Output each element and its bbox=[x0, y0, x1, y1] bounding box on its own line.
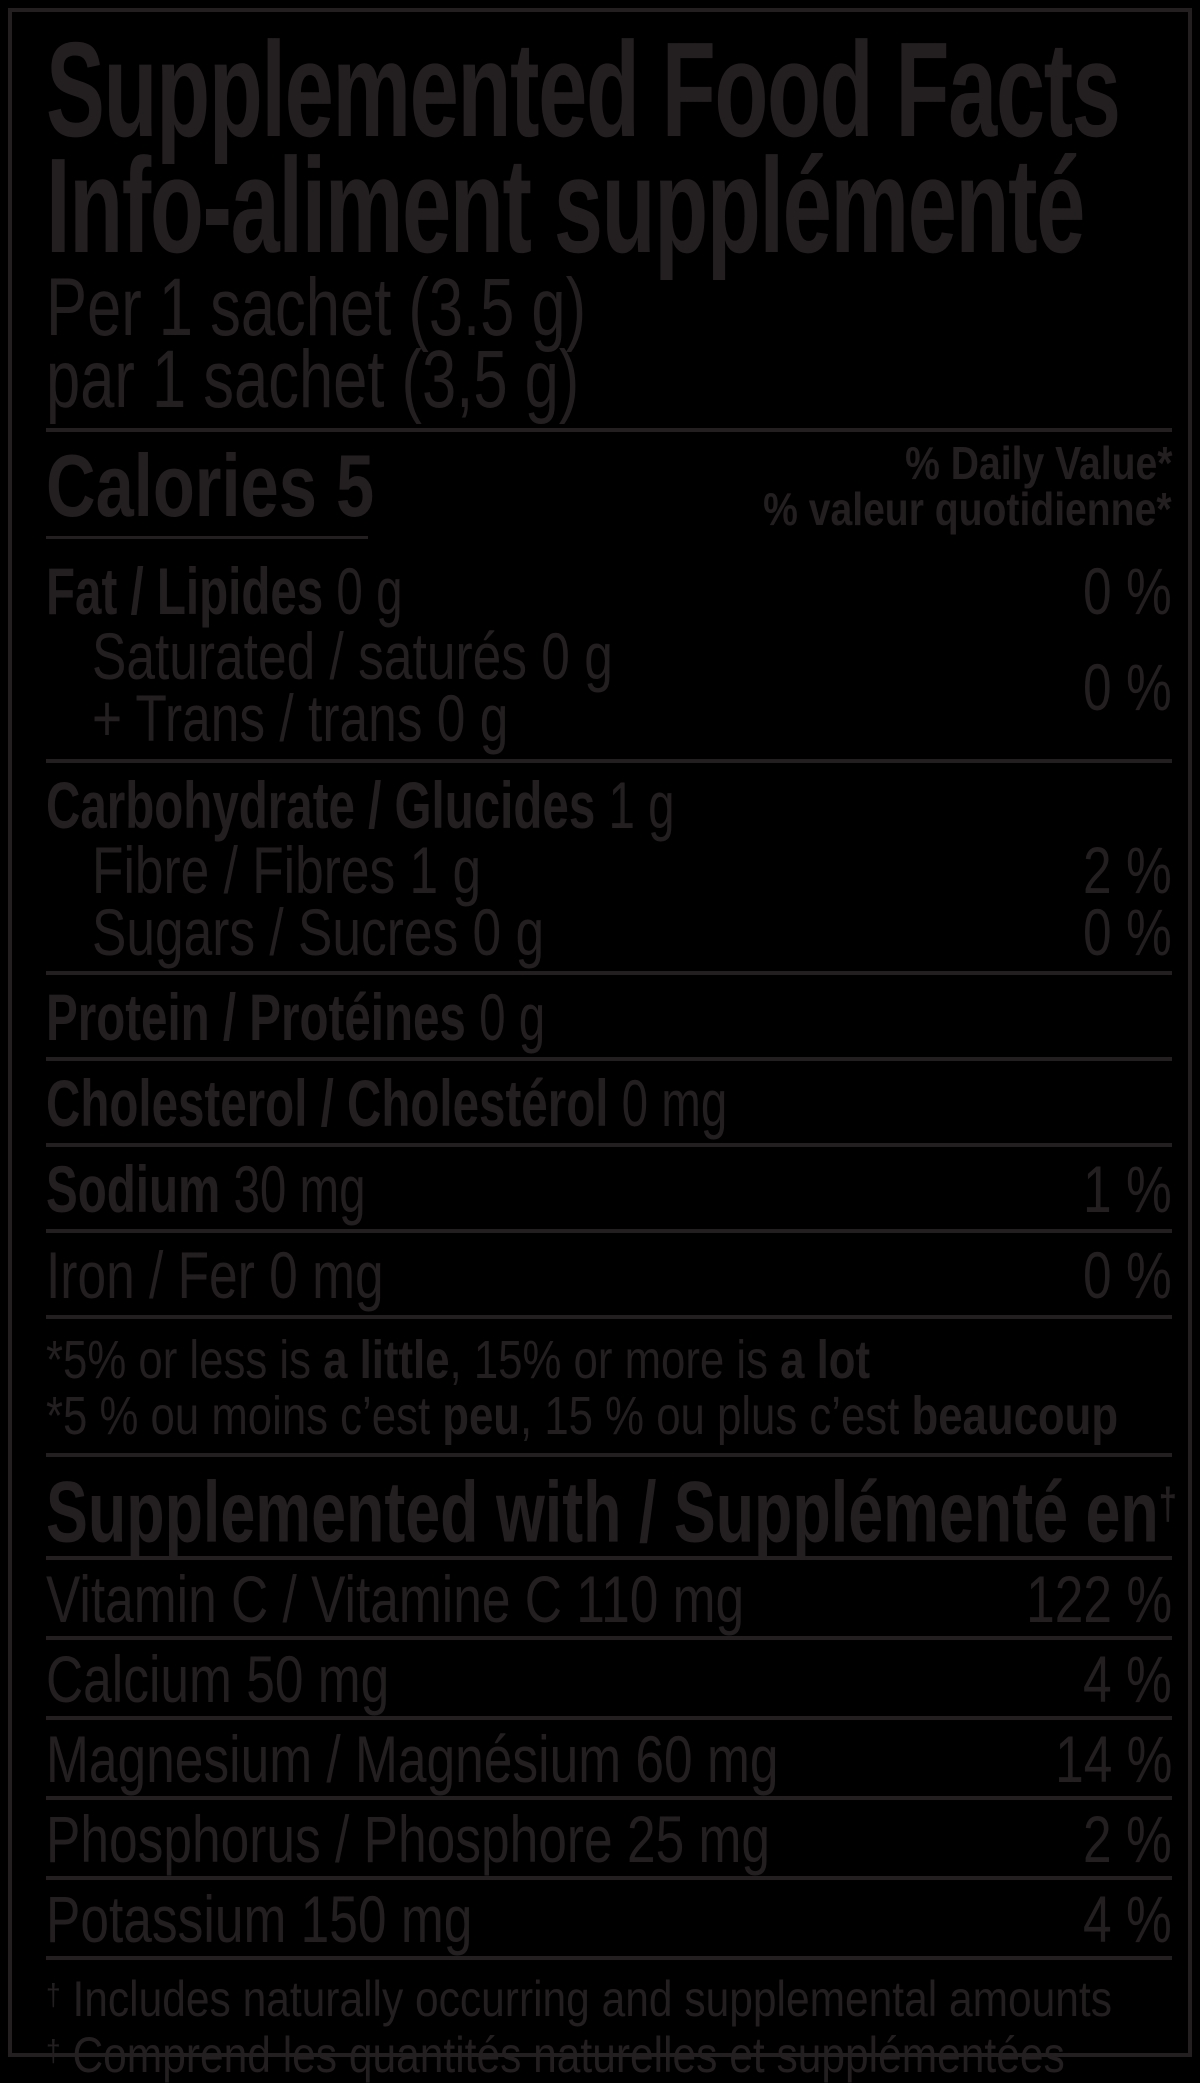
protein-label bbox=[46, 980, 546, 1054]
footnote-en-mid: , 15% or more is bbox=[449, 1330, 781, 1390]
calories-underline bbox=[46, 536, 368, 539]
dagger-note-english-text bbox=[46, 1970, 1112, 2028]
divider-rule bbox=[46, 1315, 1172, 1319]
magnesium-label: Magnesium / Magnésium 60 mg bbox=[46, 1722, 779, 1797]
footnote-french bbox=[46, 1386, 1172, 1446]
potassium-daily-value: 4 % bbox=[1083, 1882, 1172, 1957]
fat-amount: 0 g bbox=[323, 554, 403, 628]
footnote-en-a-little: a little bbox=[323, 1330, 450, 1390]
cholesterol-amount: 0 mg bbox=[608, 1066, 728, 1140]
dagger-symbol: † bbox=[46, 1977, 61, 2013]
nutrient-row-protein bbox=[46, 980, 1172, 1054]
serving-size-english-text: Per 1 sachet (3.5 g) bbox=[46, 262, 587, 353]
saturated-text: Saturated / saturés 0 g bbox=[92, 619, 613, 693]
calcium-label: Calcium 50 mg bbox=[46, 1642, 390, 1717]
supplement-row-vitamin-c bbox=[46, 1562, 1172, 1637]
carbohydrate-label bbox=[46, 768, 675, 842]
supplement-row-potassium bbox=[46, 1882, 1172, 1957]
nutrient-row-carbohydrate bbox=[46, 768, 1172, 842]
sugars-label: Sugars / Sucres 0 g bbox=[92, 895, 545, 969]
supplemented-food-facts-label bbox=[8, 8, 1192, 2083]
dagger-symbol: † bbox=[1158, 1480, 1177, 1529]
nutrient-row-fibre bbox=[46, 833, 1172, 907]
iron-label: Iron / Fer 0 mg bbox=[46, 1238, 384, 1312]
nutrient-row-sodium bbox=[46, 1152, 1172, 1226]
trans-text: + Trans / trans 0 g bbox=[92, 681, 509, 755]
divider-rule bbox=[46, 1636, 1172, 1640]
saturated-trans-daily-value: 0 % bbox=[1083, 650, 1172, 724]
daily-value-header-english-text: % Daily Value* bbox=[904, 437, 1172, 489]
sodium-amount: 30 mg bbox=[220, 1152, 366, 1226]
supplemented-with-title: Supplemented with / Supplémenté en bbox=[46, 1464, 1159, 1561]
dagger-note-french-text bbox=[46, 2026, 1065, 2083]
divider-rule bbox=[46, 1057, 1172, 1061]
daily-value-header-english bbox=[691, 437, 1172, 489]
dagger-note-french bbox=[46, 2026, 1172, 2083]
supplemented-with-header bbox=[46, 1464, 1177, 1561]
divider-rule bbox=[46, 1956, 1172, 1960]
footnote-french-text bbox=[46, 1386, 1119, 1446]
divider-rule bbox=[46, 1876, 1172, 1880]
footnote-fr-beaucoup: beaucoup bbox=[911, 1386, 1119, 1446]
protein-amount: 0 g bbox=[465, 980, 546, 1054]
footnote-english-text bbox=[46, 1330, 871, 1390]
calories-row bbox=[46, 436, 1172, 535]
vitamin-c-label: Vitamin C / Vitamine C 110 mg bbox=[46, 1562, 745, 1637]
sodium-daily-value: 1 % bbox=[1083, 1152, 1172, 1226]
calories-value: Calories 5 bbox=[46, 436, 375, 535]
serving-size-french-text: par 1 sachet (3,5 g) bbox=[46, 334, 580, 425]
supplement-row-calcium bbox=[46, 1642, 1172, 1717]
fat-label bbox=[46, 554, 403, 628]
divider-rule bbox=[46, 1143, 1172, 1147]
footnote-fr-peu: peu bbox=[442, 1386, 521, 1446]
divider-rule bbox=[46, 1716, 1172, 1720]
dagger-note-english bbox=[46, 1970, 1172, 2028]
dagger-symbol: † bbox=[46, 2033, 61, 2069]
divider-rule bbox=[46, 971, 1172, 975]
dagger-note-english-body: Includes naturally occurring and supplemental amounts bbox=[60, 1971, 1112, 2028]
phosphorus-daily-value: 2 % bbox=[1083, 1802, 1172, 1877]
divider-rule bbox=[46, 1796, 1172, 1800]
iron-daily-value: 0 % bbox=[1083, 1238, 1172, 1312]
carbohydrate-amount: 1 g bbox=[595, 768, 675, 842]
nutrient-row-fat bbox=[46, 554, 1172, 628]
daily-value-header bbox=[691, 437, 1172, 535]
divider-rule bbox=[46, 1229, 1172, 1233]
nutrient-row-saturated-trans bbox=[46, 619, 1172, 755]
carbohydrate-name: Carbohydrate / Glucides bbox=[46, 768, 596, 842]
footnote-en-a-lot: a lot bbox=[780, 1330, 871, 1390]
footnote-en-pre: *5% or less is bbox=[46, 1330, 324, 1390]
divider-rule bbox=[46, 759, 1172, 763]
footnote-fr-mid: , 15 % ou plus c’est bbox=[520, 1386, 912, 1446]
dagger-note-french-body: Comprend les quantités naturelles et supplémentées bbox=[60, 2027, 1065, 2083]
fat-name: Fat / Lipides bbox=[46, 554, 324, 628]
trans-line bbox=[46, 681, 1172, 755]
supplement-row-magnesium bbox=[46, 1722, 1172, 1797]
footnote-fr-pre: *5 % ou moins c’est bbox=[46, 1386, 443, 1446]
sodium-name: Sodium bbox=[46, 1152, 221, 1226]
daily-value-header-french bbox=[691, 483, 1172, 535]
divider-rule bbox=[46, 428, 1172, 432]
nutrient-row-cholesterol bbox=[46, 1066, 1172, 1140]
title-french-text: Info-aliment supplémenté bbox=[46, 130, 1085, 281]
title-english-text: Supplemented Food Facts bbox=[46, 14, 1120, 165]
sodium-label bbox=[46, 1152, 366, 1226]
cholesterol-name: Cholesterol / Cholestérol bbox=[46, 1066, 609, 1140]
cholesterol-label bbox=[46, 1066, 728, 1140]
fat-daily-value: 0 % bbox=[1083, 554, 1172, 628]
supplemented-with-header-text bbox=[46, 1464, 1177, 1561]
saturated-line bbox=[46, 619, 1172, 693]
fibre-label: Fibre / Fibres 1 g bbox=[92, 833, 482, 907]
sugars-daily-value: 0 % bbox=[1083, 895, 1172, 969]
nutrient-row-sugars bbox=[46, 895, 1172, 969]
magnesium-daily-value: 14 % bbox=[1054, 1722, 1172, 1797]
serving-size-french bbox=[46, 334, 1172, 425]
calcium-daily-value: 4 % bbox=[1083, 1642, 1172, 1717]
vitamin-c-daily-value: 122 % bbox=[1026, 1562, 1172, 1637]
daily-value-header-french-text: % valeur quotidienne* bbox=[763, 483, 1172, 535]
protein-name: Protein / Protéines bbox=[46, 980, 466, 1054]
title-french bbox=[46, 130, 1172, 281]
phosphorus-label: Phosphorus / Phosphore 25 mg bbox=[46, 1802, 771, 1877]
footnote-english bbox=[46, 1330, 1172, 1390]
nutrient-row-iron bbox=[46, 1238, 1172, 1312]
potassium-label: Potassium 150 mg bbox=[46, 1882, 473, 1957]
divider-rule bbox=[46, 1453, 1172, 1457]
fibre-daily-value: 2 % bbox=[1083, 833, 1172, 907]
supplement-row-phosphorus bbox=[46, 1802, 1172, 1877]
